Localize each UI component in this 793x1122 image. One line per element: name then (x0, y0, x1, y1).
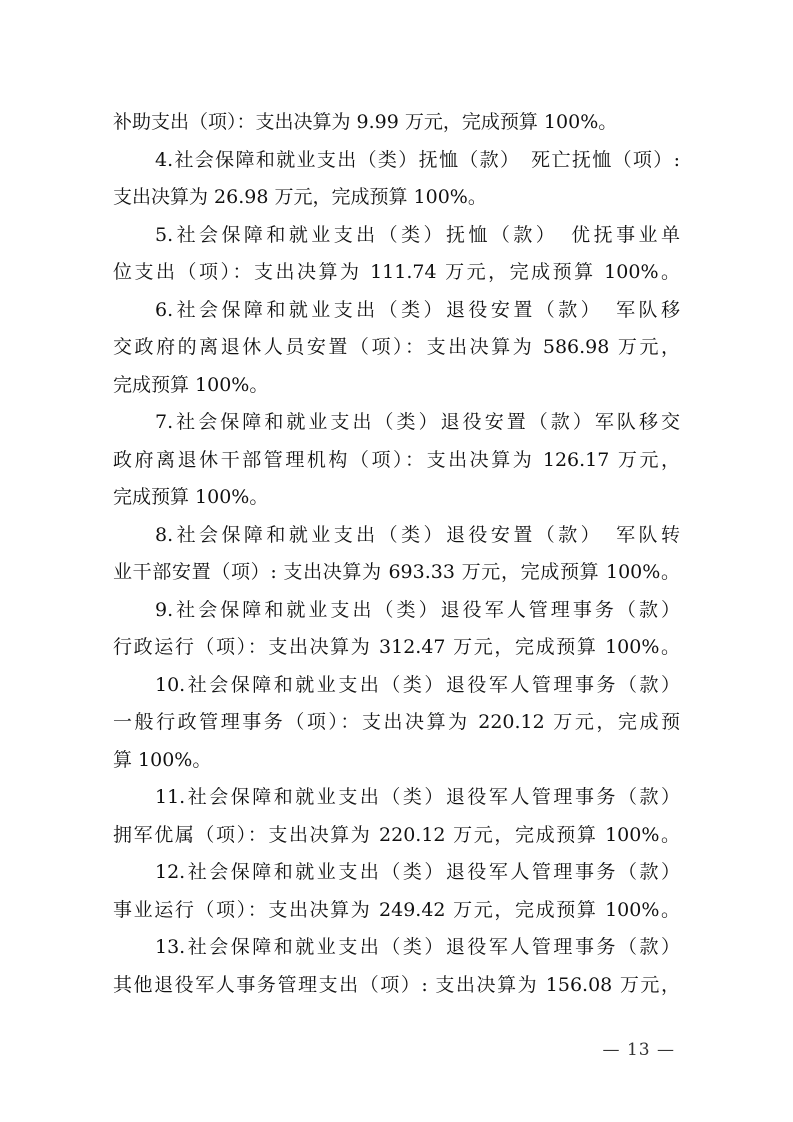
text-line: 支出决算为 26.98 万元，完成预算 100%。 (113, 186, 487, 208)
text-line: 7.社会保障和就业支出（类）退役安置（款）军队移交 (155, 411, 680, 433)
text-line: 9.社会保障和就业支出（类）退役军人管理事务（款） (155, 598, 680, 621)
text-line: 8.社会保障和就业支出（类）退役安置（款） 军队转 (155, 523, 680, 546)
text-block (113, 104, 680, 1004)
text-line: 交政府的离退休人员安置（项）：支出决算为 586.98 万元， (113, 336, 680, 358)
page-footer (603, 1040, 675, 1060)
text-line: 业干部安置（项）: 支出决算为 693.33 万元，完成预算 100%。 (113, 561, 680, 583)
text-line: 一般行政管理事务（项）：支出决算为 220.12 万元，完成预 (113, 711, 680, 733)
page-number: — 13 — (602, 1040, 675, 1060)
text-line: 6.社会保障和就业支出（类）退役安置（款） 军队移 (155, 298, 680, 321)
text-line: 行政运行（项）：支出决算为 312.47 万元，完成预算 100%。 (113, 636, 680, 658)
text-line: 其他退役军人事务管理支出（项）: 支出决算为 156.08 万元， (113, 973, 680, 996)
text-line: 5.社会保障和就业支出（类）抚恤（款） 优抚事业单 (155, 223, 680, 246)
text-line: 11.社会保障和就业支出（类）退役军人管理事务（款） (155, 786, 680, 808)
text-line: 13.社会保障和就业支出（类）退役军人管理事务（款） (155, 936, 680, 958)
text-line: 算 100%。 (113, 748, 212, 771)
text-line: 4.社会保障和就业支出（类）抚恤（款） 死亡抚恤（项）: (155, 148, 680, 171)
text-line: 位支出（项）：支出决算为 111.74 万元，完成预算 100%。 (113, 261, 680, 283)
text-line: 政府离退休干部管理机构（项）：支出决算为 126.17 万元， (113, 448, 680, 471)
text-line: 补助支出（项）：支出决算为 9.99 万元，完成预算 100%。 (113, 111, 618, 133)
text-line: 完成预算 100%。 (113, 486, 269, 508)
text-line: 完成预算 100%。 (113, 373, 269, 396)
text-line: 事业运行（项）：支出决算为 249.42 万元，完成预算 100%。 (113, 898, 680, 921)
text-line: 12.社会保障和就业支出（类）退役军人管理事务（款） (155, 861, 680, 883)
text-line: 拥军优属（项）：支出决算为 220.12 万元，完成预算 100%。 (113, 823, 680, 846)
text-line: 10.社会保障和就业支出（类）退役军人管理事务（款） (155, 673, 680, 696)
